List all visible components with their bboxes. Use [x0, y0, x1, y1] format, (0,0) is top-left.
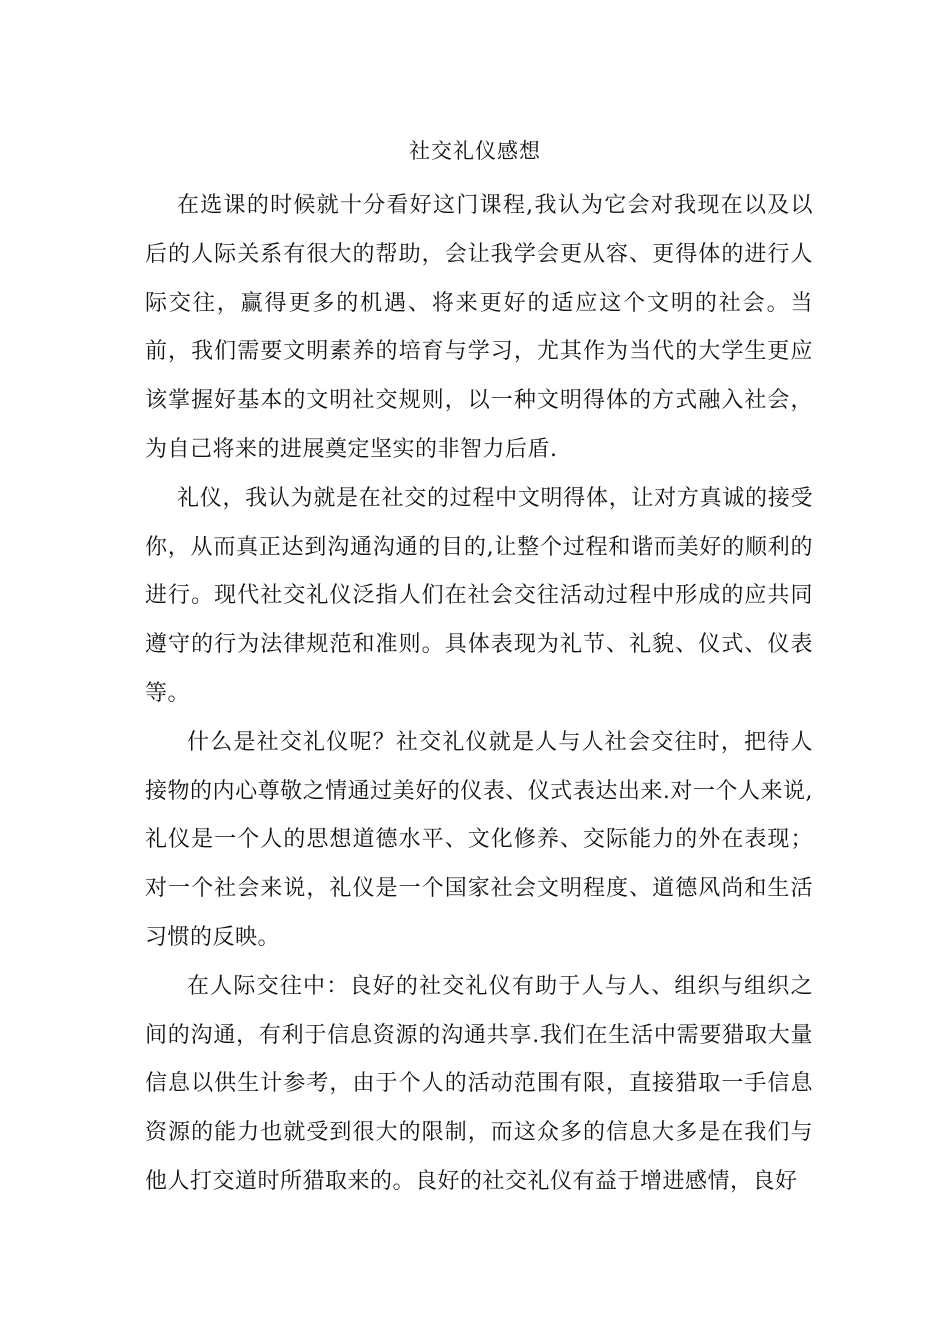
paragraph-course-selection: 在选课的时候就十分看好这门课程,我认为它会对我现在以及以后的人际关系有很大的帮助，会让我学会更从容、更得体的进行人际交往，赢得更多的机遇、将来更好的适应这个文明的社会。当前，我们需要文明素养的培育与学习，尤其作为当代的大学生更应该掌握好基本的文明社交规则，以一种文明得体的方式融入社会，为自己将来的进展奠定坚实的非智力后盾. — [145, 193, 813, 462]
paragraph-what-is-social-etiquette: 什么是社交礼仪呢？社交礼仪就是人与人社会交往时，把待人接物的内心尊敬之情通过美好的仪表、仪式表达出来.对一个人来说,礼仪是一个人的思想道德水平、文化修养、交际能力的外在表现；对一个社会来说，礼仪是一个国家社会文明程度、道德风尚和生活习惯的反映。 — [145, 729, 813, 950]
document-title: 社交礼仪感想 — [409, 139, 541, 163]
paragraph-etiquette-definition: 礼仪，我认为就是在社交的过程中文明得体，让对方真诚的接受你，从而真正达到沟通沟通的目的,让整个过程和谐而美好的顺利的进行。现代社交礼仪泛指人们在社会交往活动过程中形成的应共同遵守的行为法律规范和准则。具体表现为礼节、礼貌、仪式、仪表等。 — [145, 485, 813, 706]
paragraph-interpersonal-communication: 在人际交往中：良好的社交礼仪有助于人与人、组织与组织之间的沟通，有利于信息资源的沟通共享.我们在生活中需要猎取大量信息以供生计参考，由于个人的活动范围有限，直接猎取一手信息资源的能力也就受到很大的限制，而这众多的信息大多是在我们与他人打交道时所猎取来的。良好的社交礼仪有益于增进感情，良好 — [145, 973, 813, 1194]
document-body — [145, 182, 813, 1207]
